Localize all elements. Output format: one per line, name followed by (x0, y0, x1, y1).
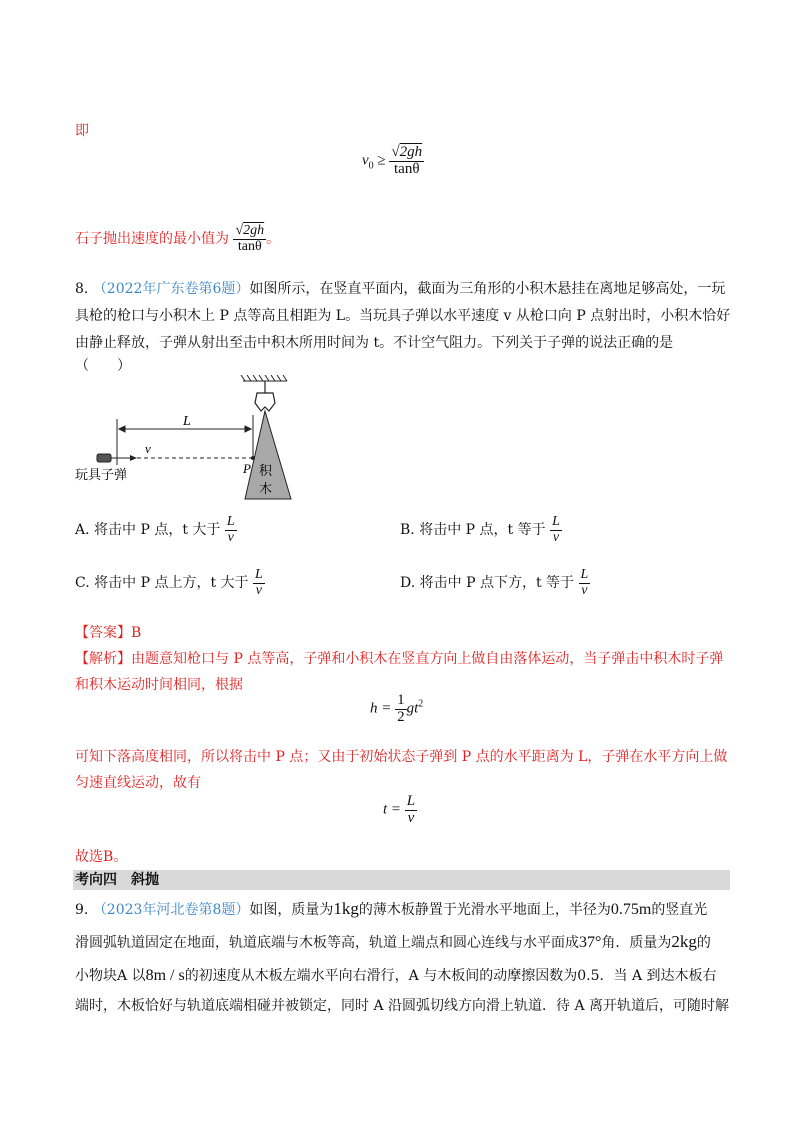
option-a-text: 将击中 P 点，t 大于 (94, 522, 221, 539)
option-d-text: 将击中 P 点下方，t 等于 (419, 575, 575, 592)
option-a[interactable] (75, 515, 237, 545)
option-c-text: 将击中 P 点上方，t 大于 (94, 575, 249, 592)
q9-text2c: 的 (696, 935, 711, 951)
conclusion-end: 。 (266, 231, 281, 248)
equation-t (383, 794, 417, 827)
block-text-1: 积 (259, 464, 273, 479)
q8-line2: 具枪的枪口与小积木上 P 点等高且相距为 L。当玩具子弹以水平速度 v 从枪口向 P 点射出时，小积木恰好 (75, 308, 731, 324)
eq-h-lhs: h = (370, 700, 392, 717)
option-b-key: B. (400, 522, 415, 539)
eq-t-den: v (407, 809, 415, 826)
analysis-text1: 由题意知枪口与 P 点等高，子弹和小积木在竖直方向上做自由落体运动，当子弹击中积木时子弹 (131, 651, 724, 667)
q9-angle: 37° (579, 934, 602, 951)
conclusion-fraction: $\frac{√2gh}{\tan\theta}$ (235, 223, 265, 254)
ceiling-hatch (241, 375, 287, 381)
option-b-den: v (552, 529, 560, 545)
q9-speed: 8m / s (145, 967, 185, 984)
option-d-den: v (581, 582, 588, 598)
eq1-sub: 0 (368, 160, 374, 172)
q9-text2b: 角．质量为 (601, 935, 672, 951)
q8-line1 (75, 278, 725, 298)
q9-mass1: 1kg (333, 899, 359, 918)
option-b[interactable] (400, 515, 562, 545)
eq1-fraction: $\frac{√2gh}{\tan\theta}$ (391, 144, 423, 177)
q8-number: 8. (75, 281, 89, 297)
eq1-lhs: v (362, 152, 369, 169)
q9-line1 (75, 899, 707, 919)
toy-gun (97, 454, 111, 462)
q8-source: （2022年广东卷第6题） (92, 281, 250, 297)
analysis-line4: 匀速直线运动，故有 (75, 775, 201, 791)
eq1-den: tanθ (394, 160, 420, 177)
option-a-key: A. (75, 522, 90, 539)
q9-line4: 端时，木板恰好与轨道底端相碰并被锁定，同时 A 沿圆弧切线方向滑上轨道．待 A 离开轨道后，可随时解 (75, 998, 730, 1014)
q9-text1a: 如图，质量为 (249, 902, 334, 918)
eq-h-sup: 2 (418, 698, 424, 710)
option-d[interactable] (400, 568, 590, 598)
equation-min-speed (362, 145, 424, 178)
eq-t-lhs: t = (383, 801, 402, 818)
block-text-2: 木 (259, 482, 273, 497)
q8-text1: 如图所示，在竖直平面内，截面为三角形的小积木悬挂在离地足够高处，一玩 (249, 281, 726, 297)
q9-text1c: 的竖直光 (651, 902, 708, 918)
option-d-key: D. (400, 575, 416, 592)
q9-text3b: 的初速度从木板左端水平向右滑行，A 与木板间的动摩擦因数为0.5．当 A 到达木板右 (184, 968, 717, 984)
option-c-key: C. (75, 575, 90, 592)
eq1-sqrt: 2gh (399, 144, 423, 160)
equation-h (370, 693, 423, 726)
conclusion-den: tanθ (237, 238, 262, 254)
q8-figure (75, 375, 335, 505)
q9-mass2: 2kg (671, 932, 697, 951)
q9-text3a: 小物块A 以 (75, 968, 146, 984)
option-a-den: v (227, 529, 234, 545)
gun-label: 玩具子弹 (75, 468, 128, 483)
eq-h-den: 2 (397, 708, 405, 725)
option-a-num: L (226, 514, 235, 529)
q9-source: （2023年河北卷第8题） (92, 902, 250, 918)
clamp (255, 381, 275, 411)
label-v: v (145, 441, 151, 456)
q9-text2a: 滑圆弧轨道固定在地面，轨道底端与木板等高，轨道上端点和圆心连线与水平面成 (75, 935, 579, 951)
intro-label: 即 (75, 123, 89, 139)
answer: 【答案】B (75, 625, 142, 641)
analysis-line3: 可知下落高度相同，所以将击中 P 点；又由于初始状态子弹到 P 点的水平距离为 L，子弹在水平方向上做 (75, 749, 728, 765)
q9-number: 9. (75, 902, 89, 918)
eq-h-num: 1 (397, 692, 405, 708)
q8-line3: 由静止释放，子弹从射出至击中积木所用时间为 t。不计空气阻力。下列关于子弹的说法正确的是 (75, 335, 674, 351)
q9-line2 (75, 932, 711, 952)
conclusion-sqrt: 2gh (243, 223, 265, 238)
label-P: P (243, 461, 251, 476)
conclusion-text: 石子抛出速度的最小值为 (75, 231, 229, 248)
section-header: 考向四 斜抛 (73, 870, 730, 890)
q9-radius: 0.75m (610, 901, 652, 918)
conclusion-line (75, 224, 280, 254)
option-c[interactable] (75, 568, 265, 598)
q8-blank: （ ） (75, 358, 131, 374)
label-L: L (183, 414, 191, 429)
option-c-num: L (254, 567, 263, 582)
option-b-num: L (552, 514, 560, 529)
eq1-rel: ≥ (377, 152, 386, 169)
q9-text1b: 的薄木板静置于光滑水平地面上，半径为 (358, 902, 611, 918)
analysis-tag: 【解析】 (75, 651, 131, 667)
analysis-line2: 和积木运动时间相同，根据 (75, 677, 243, 693)
final-choice: 故选B。 (75, 849, 128, 865)
eq-t-num: L (406, 793, 416, 809)
option-d-num: L (580, 567, 589, 582)
option-b-text: 将击中 P 点，t 等于 (419, 522, 546, 539)
q9-line3 (75, 965, 717, 985)
eq-h-rest: gt (406, 700, 419, 717)
option-c-den: v (255, 582, 262, 598)
analysis-line1 (75, 648, 723, 668)
